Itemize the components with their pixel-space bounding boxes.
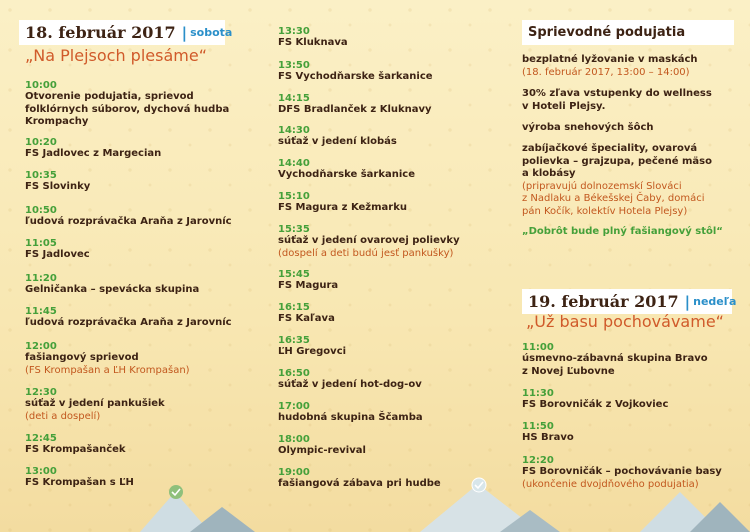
day2-weekday: nedeľa — [693, 295, 737, 308]
event-time: 16:35 — [278, 335, 310, 346]
day2-subtitle: „Už basu pochovávame“ — [526, 312, 724, 331]
event-description: v Hoteli Plejsy. — [522, 100, 606, 112]
event-time: 15:35 — [278, 224, 310, 235]
event-time: 12:00 — [25, 341, 57, 352]
event-item — [25, 306, 265, 330]
event-item — [278, 401, 518, 425]
event-time: 10:00 — [25, 80, 57, 91]
event-item — [25, 387, 265, 423]
event-description: Olympic-revival — [278, 445, 366, 456]
event-item — [278, 158, 518, 182]
side-events-header — [522, 20, 734, 45]
mountain-peak — [190, 507, 255, 532]
event-time: 10:20 — [25, 137, 57, 148]
event-description: FS Krompašanček — [25, 444, 126, 455]
event-time: 12:20 — [522, 455, 554, 466]
event-note: (dospelí a deti budú jesť pankušky) — [278, 247, 454, 259]
event-description: hudobná skupina Ščamba — [278, 412, 423, 423]
event-time: 15:10 — [278, 191, 310, 202]
event-description: ĽH Gregovci — [278, 346, 347, 357]
event-item — [522, 342, 750, 378]
event-description: FS Kluknava — [278, 37, 348, 48]
event-item — [25, 341, 265, 377]
day2-date-banner: 19. február 2017 | nedeľa — [522, 289, 732, 314]
event-item — [522, 388, 750, 412]
event-item — [25, 80, 265, 129]
event-time: 19:00 — [278, 467, 310, 478]
event-item — [278, 434, 518, 458]
event-description: polievka – grajzupa, pečené mäso — [522, 155, 712, 167]
event-description: bezplatné lyžovanie v maskách — [522, 54, 698, 65]
checkmark-icon — [472, 478, 486, 492]
day1-subtitle: „Na Plejsoch plesáme“ — [25, 46, 207, 65]
event-description: Vychodňarske šarkanice — [278, 169, 416, 180]
event-time: 14:40 — [278, 158, 310, 169]
day2-date: 19. február 2017 — [528, 292, 679, 311]
side-item — [522, 122, 750, 135]
day1-column — [25, 0, 265, 532]
event-time: 15:45 — [278, 269, 310, 280]
event-time: 16:15 — [278, 302, 310, 313]
event-time: 13:00 — [25, 466, 57, 477]
event-time: 11:50 — [522, 421, 554, 432]
event-description: fašiangový sprievod — [25, 352, 139, 363]
mountains-illustration — [0, 462, 750, 532]
event-item — [278, 224, 518, 260]
event-time: 13:50 — [278, 60, 310, 71]
event-description: ľudová rozprávačka Araňa z Jarovníc — [25, 216, 232, 227]
event-time: 13:30 — [278, 26, 310, 37]
event-note: (18. február 2017, 13:00 – 14:00) — [522, 66, 690, 78]
event-description: 30% zľava vstupenky do wellness — [522, 88, 712, 99]
event-description: Krompachy — [25, 116, 89, 127]
event-description: FS Krompašan s ĽH — [25, 477, 134, 488]
event-time: 14:30 — [278, 125, 310, 136]
event-item — [278, 60, 518, 84]
event-item — [25, 205, 265, 229]
side-slogan: „Dobrôt bude plný fašiangový stôl“ — [522, 226, 723, 237]
event-note: (FS Krompašan a ĽH Krompašan) — [25, 364, 190, 376]
event-time: 16:50 — [278, 368, 310, 379]
event-description: súťaž v jedení klobás — [278, 136, 397, 147]
event-description: zabíjačkové špeciality, ovarová — [522, 143, 698, 154]
day1-weekday: sobota — [190, 26, 233, 39]
event-description: FS Borovničák z Vojkoviec — [522, 399, 669, 410]
event-note: pán Kočík, kolektív Hotela Plejsy) — [522, 205, 688, 217]
event-description: fašiangová zábava pri hudbe — [278, 478, 441, 489]
event-item — [278, 93, 518, 117]
event-item — [25, 273, 265, 297]
event-description: HS Bravo — [522, 432, 574, 443]
event-note: (deti a dospelí) — [25, 410, 101, 422]
day1-date: 18. február 2017 — [25, 23, 176, 42]
event-item — [25, 238, 265, 262]
event-note: z Nadlaku a Békešskej Čaby, domáci — [522, 193, 705, 204]
event-time: 12:30 — [25, 387, 57, 398]
event-description: FS Vychodňarske šarkanice — [278, 71, 433, 82]
side-item — [522, 143, 750, 218]
event-item — [522, 421, 750, 445]
side-item — [522, 54, 750, 79]
event-time: 12:45 — [25, 433, 57, 444]
event-description: výroba snehových šôch — [522, 122, 654, 133]
event-item — [25, 433, 265, 457]
event-time: 17:00 — [278, 401, 310, 412]
side-item — [522, 226, 750, 239]
day1-column-continued — [278, 0, 518, 532]
side-events-title: Sprievodné podujatia — [528, 25, 686, 40]
event-time: 10:35 — [25, 170, 57, 181]
checkmark-icon — [169, 485, 183, 499]
event-item — [278, 26, 518, 50]
event-description: Gelničanka – spevácka skupina — [25, 284, 200, 295]
event-time: 11:20 — [25, 273, 57, 284]
event-description: Otvorenie podujatia, sprievod — [25, 91, 194, 102]
event-item — [278, 125, 518, 149]
event-description: z Novej Ľubovne — [522, 365, 615, 377]
event-description: DFS Bradlanček z Kluknavy — [278, 104, 432, 115]
event-description: FS Jadlovec z Margecian — [25, 148, 162, 159]
event-item — [25, 137, 265, 161]
event-time: 11:05 — [25, 238, 57, 249]
event-description: súťaž v jedení hot-dog-ov — [278, 379, 422, 390]
event-time: 11:00 — [522, 342, 554, 353]
event-description: ľudová rozprávačka Araňa z Jarovníc — [25, 317, 232, 328]
event-description: FS Slovinky — [25, 181, 91, 192]
event-note: (ukončenie dvojdňového podujatia) — [522, 478, 699, 490]
event-description: FS Borovničák – pochovávanie basy — [522, 466, 722, 477]
event-description: FS Magura z Kežmarku — [278, 202, 407, 213]
event-item — [278, 302, 518, 326]
event-time: 18:00 — [278, 434, 310, 445]
event-item — [278, 269, 518, 293]
side-item — [522, 88, 750, 113]
event-description: folklórnych súborov, dychová hudba — [25, 103, 230, 115]
event-description: FS Magura — [278, 280, 339, 291]
event-description: súťaž v jedení ovarovej polievky — [278, 235, 460, 246]
day1-date-banner: 18. február 2017 | sobota — [19, 20, 225, 45]
event-time: 11:30 — [522, 388, 554, 399]
event-description: a klobásy — [522, 168, 576, 179]
event-item — [278, 191, 518, 215]
event-time: 14:15 — [278, 93, 310, 104]
event-description: FS Kaľava — [278, 313, 335, 324]
event-description: súťaž v jedení pankušiek — [25, 398, 165, 409]
event-time: 10:50 — [25, 205, 57, 216]
event-note: (pripravujú dolnozemskí Slováci — [522, 180, 682, 192]
event-time: 11:45 — [25, 306, 57, 317]
event-item — [25, 170, 265, 194]
event-description: úsmevno-zábavná skupina Bravo — [522, 353, 708, 364]
event-description: FS Jadlovec — [25, 249, 90, 260]
event-item — [278, 335, 518, 359]
side-column — [522, 0, 750, 532]
event-item — [278, 368, 518, 392]
